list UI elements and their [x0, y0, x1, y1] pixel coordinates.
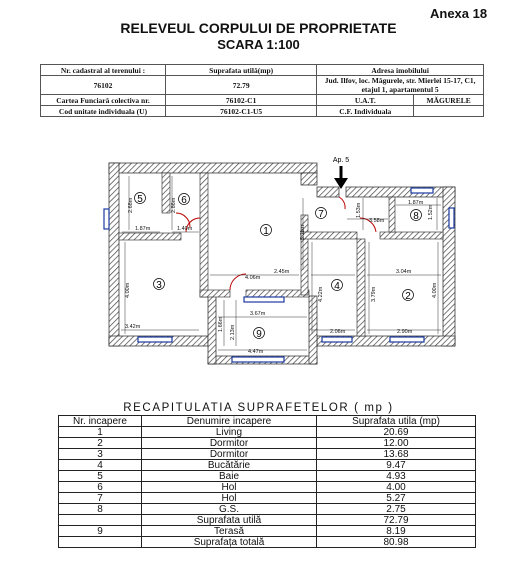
- dimension-label: 4.00m: [125, 282, 131, 298]
- uat-label: U.A.T.: [317, 95, 414, 106]
- dimension-label: 3.04m: [396, 269, 412, 275]
- room-number: 2: [405, 291, 411, 302]
- dimension-label: 2.13m: [230, 324, 236, 340]
- cell: 4.00: [317, 482, 476, 493]
- cell: Suprafața totală: [142, 537, 317, 548]
- cell: Baie: [142, 471, 317, 482]
- cell: 9: [59, 526, 142, 537]
- table-header-row: [59, 416, 476, 427]
- dimension-label: 2.90m: [397, 329, 413, 335]
- area-recap-table: [58, 415, 476, 548]
- room-number: 9: [256, 329, 262, 340]
- cell: 5: [59, 471, 142, 482]
- room-numbers: [135, 193, 422, 341]
- cell: 4.93: [317, 471, 476, 482]
- dimension-label: 1.52m: [428, 204, 434, 220]
- cell: Bucătărie: [142, 460, 317, 471]
- table-row: [59, 460, 476, 471]
- dimension-label: 3.67m: [250, 311, 266, 317]
- room-number: 4: [334, 281, 340, 292]
- room-number: 6: [181, 195, 187, 206]
- address-label: Adresa imobilului: [317, 65, 484, 76]
- dimension-label: 1.66m: [218, 316, 224, 332]
- column-header: Denumire incapere: [142, 416, 317, 427]
- cell: 4: [59, 460, 142, 471]
- cell: 20.69: [317, 427, 476, 438]
- land-book-label: Cartea Funciară colectiva nr.: [41, 95, 166, 106]
- cell: Dormitor: [142, 438, 317, 449]
- column-header: Suprafata utila (mp): [317, 416, 476, 427]
- cell: [59, 537, 142, 548]
- dimension-label: 4.47m: [248, 349, 264, 355]
- table-row: [59, 427, 476, 438]
- cadastral-value: 76102: [41, 76, 166, 95]
- useful-area-label: Suprafata utilă(mp): [166, 65, 317, 76]
- dimension-label: 4.00m: [432, 282, 438, 298]
- cell: Dormitor: [142, 449, 317, 460]
- document-title: RELEVEUL CORPULUI DE PROPRIETATE: [120, 20, 397, 36]
- table-row: [59, 438, 476, 449]
- cell: 3: [59, 449, 142, 460]
- cell: 8.19: [317, 526, 476, 537]
- cell: Hol: [142, 482, 317, 493]
- table-row: [59, 493, 476, 504]
- room-number: 1: [263, 226, 269, 237]
- cell: 9.47: [317, 460, 476, 471]
- cell: Living: [142, 427, 317, 438]
- column-header: Nr. incapere: [59, 416, 142, 427]
- cell: 12.00: [317, 438, 476, 449]
- useful-area-value: 72.79: [166, 76, 317, 95]
- cell: Suprafata utilă: [142, 515, 317, 526]
- cell: 1: [59, 427, 142, 438]
- table-row: [59, 526, 476, 537]
- dimension-label: 3.58m: [369, 218, 385, 224]
- dimension-label: 3.42m: [125, 324, 141, 330]
- uat-value: MĂGURELE: [414, 95, 484, 106]
- dimension-label: 2.45m: [274, 269, 290, 275]
- table-row: [59, 449, 476, 460]
- cell: 6: [59, 482, 142, 493]
- cell: 80.98: [317, 537, 476, 548]
- recap-title: RECAPITULATIA SUPRAFETELOR ( mp ): [123, 402, 394, 414]
- cell: G.S.: [142, 504, 317, 515]
- cell: 2.75: [317, 504, 476, 515]
- dimension-label: 1.87m: [408, 200, 424, 206]
- dimension-label: 1.87m: [135, 226, 151, 232]
- cell: 7: [59, 493, 142, 504]
- dimension-label: 2.06m: [330, 329, 346, 335]
- cell: 2: [59, 438, 142, 449]
- cell: Terasă: [142, 526, 317, 537]
- cell: 5.27: [317, 493, 476, 504]
- cadastral-label: Nr. cadastral al terenului :: [41, 65, 166, 76]
- room-number: 8: [413, 211, 419, 222]
- cell: 13.68: [317, 449, 476, 460]
- cell: Hol: [142, 493, 317, 504]
- table-row: [59, 471, 476, 482]
- cell: 8: [59, 504, 142, 515]
- dimension-label: 4.22m: [318, 286, 324, 302]
- table-row: [59, 537, 476, 548]
- dimension-label: 4.06m: [245, 275, 261, 281]
- cell: 72.79: [317, 515, 476, 526]
- table-row: [59, 504, 476, 515]
- dimension-label: 1.40m: [177, 226, 193, 232]
- dimension-label: 2.86m: [171, 197, 177, 213]
- cell: [59, 515, 142, 526]
- unit-code-value: 76102-C1-U5: [166, 106, 317, 117]
- room-number: 3: [156, 280, 162, 291]
- room-number: 7: [318, 209, 324, 220]
- dimension-label: 5.11m: [300, 225, 306, 240]
- annex-label: Anexa 18: [430, 6, 488, 21]
- interior-walls: [119, 173, 443, 336]
- table-row: [59, 482, 476, 493]
- dimension-label: 1.53m: [356, 202, 362, 218]
- dimension-label: 3.79m: [371, 286, 377, 302]
- table-row: [59, 515, 476, 526]
- entrance-label: Ap. 5: [332, 157, 350, 164]
- room-number: 5: [137, 194, 143, 205]
- unit-code-label: Cod unitate individuala (U): [41, 106, 166, 117]
- land-book-value: 76102-C1: [166, 95, 317, 106]
- dimension-label: 2.68m: [128, 197, 134, 213]
- address-value: Jud. Ilfov, loc. Măgurele, str. Mierlei 15-17, C1, etajul 1, apartamentul 5: [317, 76, 484, 95]
- cf-label: C.F. Individuala: [317, 106, 414, 117]
- entrance-arrow-icon: [334, 166, 348, 189]
- scale-label: SCARA 1:100: [217, 37, 300, 52]
